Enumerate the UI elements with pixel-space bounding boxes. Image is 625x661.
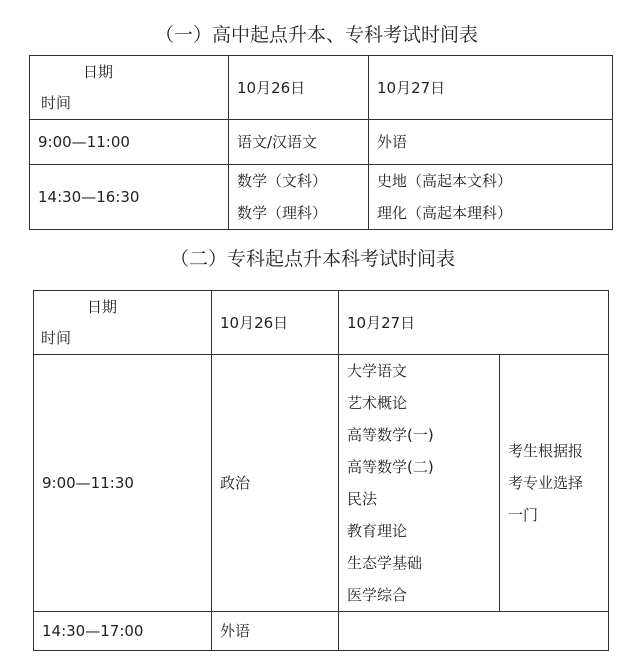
note-line: 考专业选择 [508, 474, 584, 492]
subject-item: 数学（理科） [237, 204, 328, 222]
header-time-label: 时间 [41, 93, 72, 112]
table1-title: （一）高中起点升本、专科考试时间表 [154, 24, 478, 46]
note-line: 一门 [508, 506, 539, 524]
subject-item: 史地（高起本文科） [377, 172, 513, 190]
list-item: 艺术概论 [347, 394, 408, 412]
header-date-label: 日期 [87, 297, 118, 316]
header-day2: 10月27日 [347, 313, 416, 332]
header-day1: 10月26日 [237, 78, 306, 97]
time-cell: 9:00—11:00 [38, 133, 130, 151]
subject-item: 理化（高起本理科） [377, 204, 513, 222]
subject-cell: 语文/汉语文 [237, 133, 318, 151]
selection-note [500, 435, 608, 531]
subject-cell: 政治 [220, 474, 251, 492]
table2-title: （二）专科起点升本科考试时间表 [169, 248, 455, 270]
subject-item: 数学（文科） [237, 172, 328, 190]
list-item: 高等数学(二) [347, 458, 434, 476]
list-item: 高等数学(一) [347, 426, 434, 444]
header-date-label: 日期 [83, 62, 114, 81]
time-cell: 14:30—16:30 [38, 188, 140, 206]
table-row [30, 120, 613, 165]
time-cell: 9:00—11:30 [42, 474, 134, 492]
subject-list [339, 355, 499, 611]
header-day2: 10月27日 [377, 78, 446, 97]
table-header-row [34, 291, 609, 355]
header-day1: 10月26日 [220, 313, 289, 332]
table-row [34, 355, 609, 612]
list-item: 医学综合 [347, 586, 408, 604]
header-date-time-cell [34, 291, 212, 355]
schedule-table-junior-college [33, 290, 609, 651]
header-time-label: 时间 [41, 328, 72, 347]
table-row [34, 612, 609, 651]
table-row [30, 165, 613, 230]
subject-cell: 外语 [220, 622, 251, 640]
header-date-time-cell [30, 56, 229, 120]
list-item: 生态学基础 [347, 554, 423, 572]
list-item: 教育理论 [347, 522, 408, 540]
subject-cell: 外语 [377, 133, 408, 151]
note-line: 考生根据报 [508, 442, 584, 460]
table-header-row [30, 56, 613, 120]
time-cell: 14:30—17:00 [42, 622, 144, 640]
schedule-table-high-school [29, 55, 613, 230]
list-item: 大学语文 [347, 362, 408, 380]
list-item: 民法 [347, 490, 378, 508]
